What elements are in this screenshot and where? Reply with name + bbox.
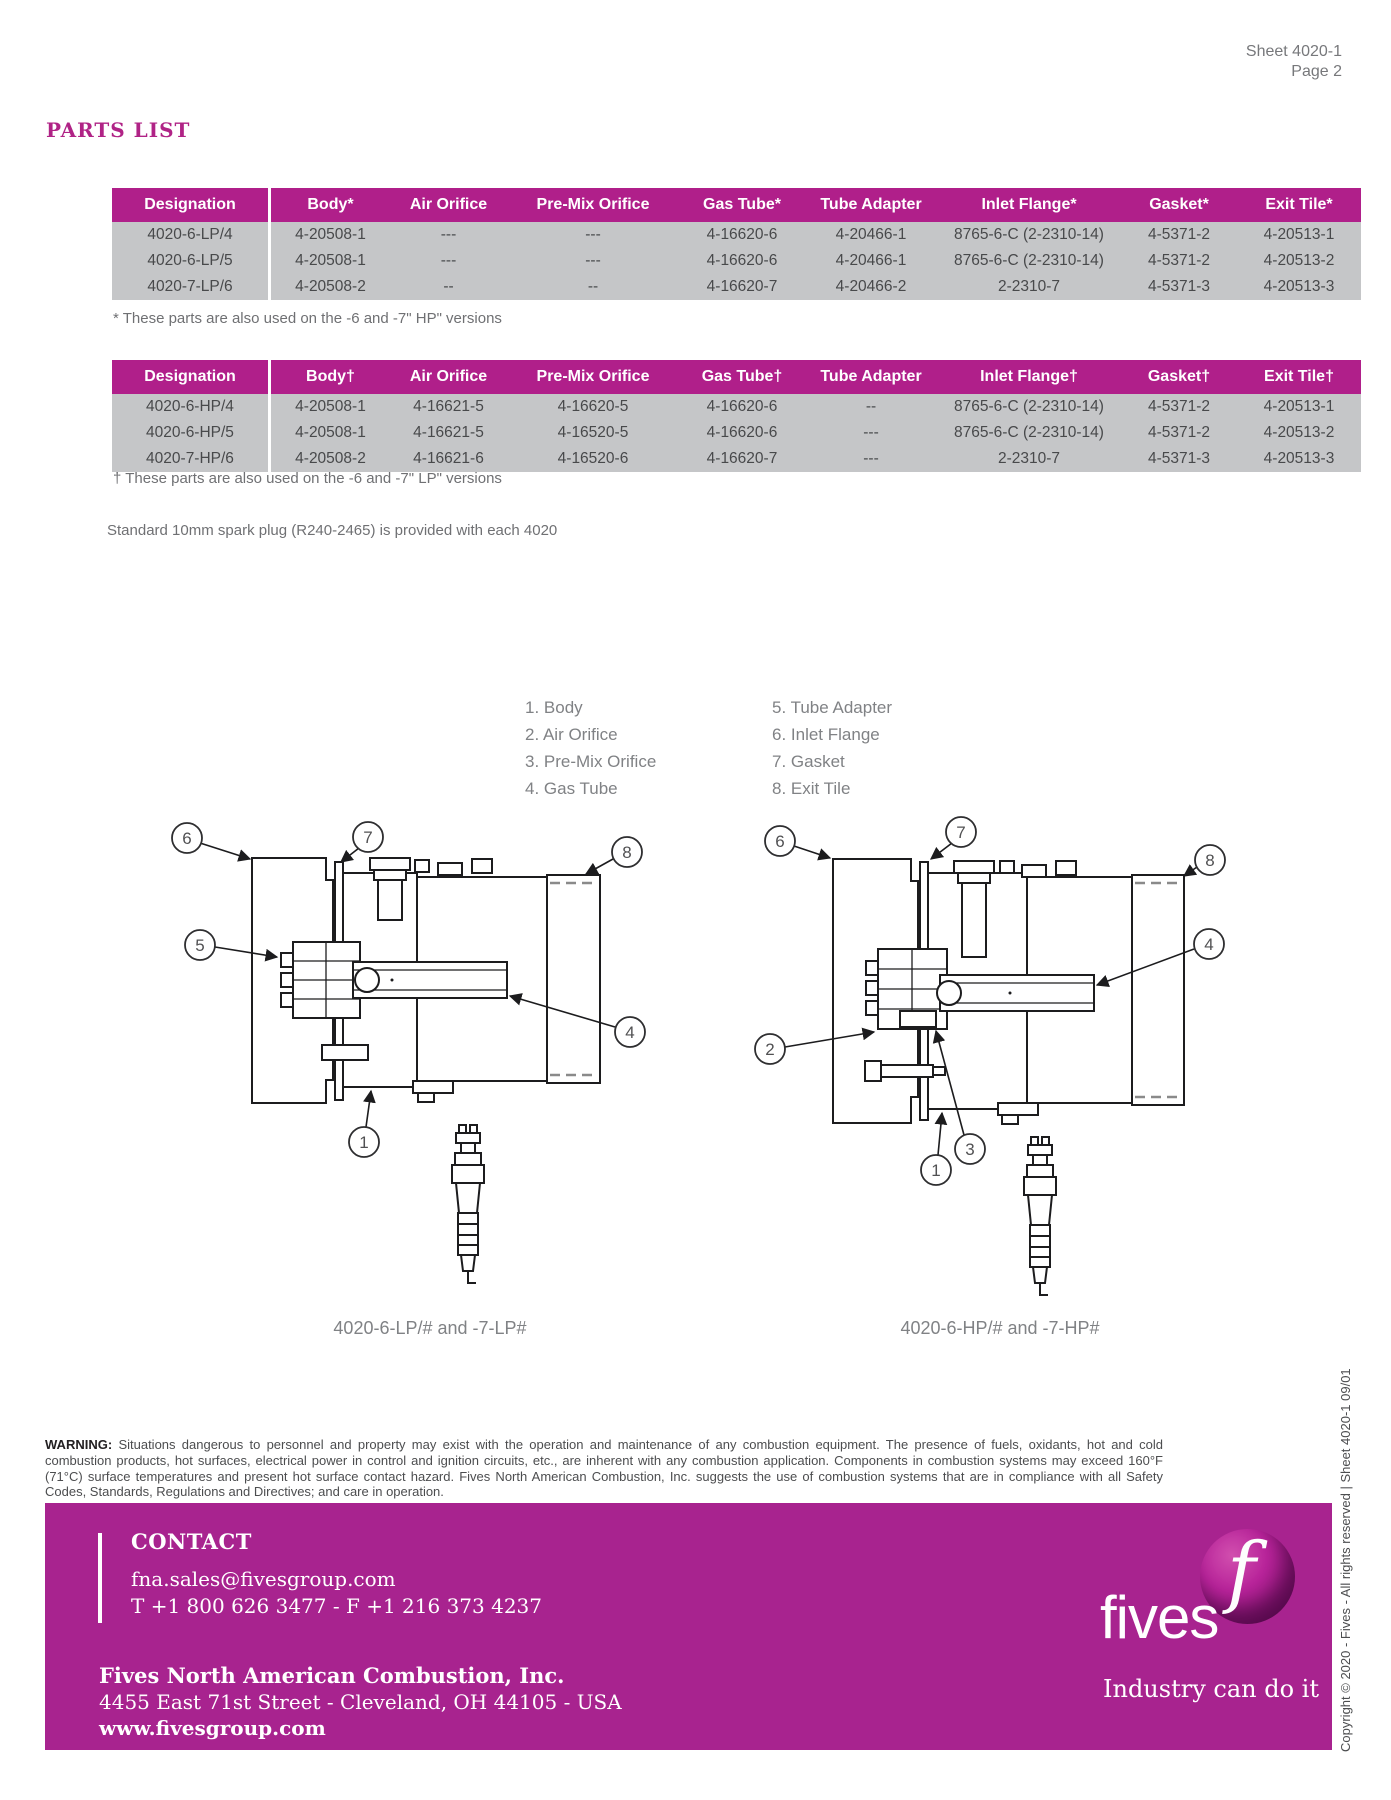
table-cell: 4020-6-HP/5	[112, 420, 270, 446]
warning-text	[45, 1437, 1163, 1500]
contact-block	[131, 1529, 542, 1620]
contact-divider	[98, 1533, 102, 1623]
table-cell: 4-20508-1	[270, 394, 391, 420]
table-cell: 4-16620-6	[679, 222, 805, 248]
table-cell: ---	[805, 420, 937, 446]
fives-f-glyph: f	[1227, 1527, 1256, 1617]
svg-text:1: 1	[931, 1161, 941, 1180]
contact-phone: T +1 800 626 3477 - F +1 216 373 4237	[131, 1594, 543, 1618]
fives-tagline: Industry can do it	[1103, 1675, 1319, 1703]
table-cell: 4-20508-1	[270, 248, 391, 274]
parts-table-lp	[112, 188, 1361, 300]
table-row	[112, 248, 1361, 274]
column-header: Exit Tile*	[1237, 188, 1361, 222]
table-cell: 8765-6-C (2-2310-14)	[937, 248, 1121, 274]
lp-diagram-caption: 4020-6-LP/# and -7-LP#	[333, 1318, 527, 1338]
table-row	[112, 222, 1361, 248]
table-cell: 2-2310-7	[937, 446, 1121, 472]
table-cell: 4-20513-1	[1237, 394, 1361, 420]
warning-body: Situations dangerous to personnel and property may exist with the operation and maintenance of any combustion equipment. The presence of fuels, oxidants, hot and cold combustion products, hot surfaces, electrical power in control and ignition circuits, etc., are inherent with any combustion application. Components in combustion systems may exceed 160°F (71°C) surface temperatures and present hot surface contact hazard. Fives North American Combustion, Inc. suggests the use of combustion systems that are in compliance with all Safety Codes, Standards, Regulations and Directives; and care in operation.	[45, 1437, 1163, 1500]
table-cell: ---	[507, 222, 679, 248]
company-name: Fives North American Combustion, Inc.	[99, 1663, 565, 1688]
legend-item: 8. Exit Tile	[772, 779, 851, 798]
svg-text:8: 8	[622, 843, 632, 862]
column-header: Inlet Flange*	[937, 188, 1121, 222]
table-cell: 4-5371-2	[1121, 420, 1237, 446]
table-cell: 4-5371-2	[1121, 248, 1237, 274]
table-cell: 4-16620-7	[679, 446, 805, 472]
table-cell: 4-16620-6	[679, 394, 805, 420]
table-cell: 4020-7-LP/6	[112, 274, 270, 300]
column-header: Tube Adapter	[805, 360, 937, 394]
company-website[interactable]: www.fivesgroup.com	[99, 1716, 326, 1740]
contact-heading: CONTACT	[131, 1529, 252, 1554]
table-cell: 4-5371-2	[1121, 394, 1237, 420]
legend-item: 4. Gas Tube	[525, 779, 618, 798]
fives-logo-wordmark: fives	[1100, 1584, 1219, 1651]
column-header: Pre-Mix Orifice	[507, 360, 679, 394]
callout-1	[349, 1091, 379, 1157]
column-header: Gas Tube†	[679, 360, 805, 394]
fives-logo	[1055, 1503, 1332, 1750]
warning-label: WARNING:	[45, 1437, 113, 1452]
table-cell: 4-20513-1	[1237, 222, 1361, 248]
table-cell: 4-20508-1	[270, 420, 391, 446]
table-cell: 4-20466-1	[805, 248, 937, 274]
svg-text:8: 8	[1205, 851, 1215, 870]
table-cell: 4020-6-LP/5	[112, 248, 270, 274]
table-cell: 8765-6-C (2-2310-14)	[937, 420, 1121, 446]
table-header-row	[112, 360, 1361, 394]
table-cell: --	[390, 274, 507, 300]
table-cell: 8765-6-C (2-2310-14)	[937, 222, 1121, 248]
hp-burner-diagram	[750, 815, 1240, 1315]
column-header: Pre-Mix Orifice	[507, 188, 679, 222]
table-cell: ---	[805, 446, 937, 472]
footnote-hp: † These parts are also used on the -6 and -7" LP" versions	[113, 470, 502, 487]
callout-7	[931, 817, 976, 859]
exit-tile-part	[1132, 875, 1184, 1105]
svg-text:3: 3	[965, 1140, 975, 1159]
callout-6	[765, 826, 830, 858]
copyright-sidebar: Copyright © 2020 - Fives - All rights reserved | Sheet 4020-1 09/01	[1338, 1368, 1353, 1752]
lp-drawing	[252, 858, 600, 1283]
table-cell: 4020-6-LP/4	[112, 222, 270, 248]
column-header: Inlet Flange†	[937, 360, 1121, 394]
footer	[45, 1503, 1332, 1750]
svg-text:4: 4	[625, 1023, 635, 1042]
svg-text:4: 4	[1204, 935, 1214, 954]
callout-8	[586, 837, 642, 874]
column-header: Air Orifice	[390, 360, 507, 394]
parts-legend-left	[525, 694, 656, 802]
svg-text:6: 6	[182, 829, 192, 848]
legend-item: 5. Tube Adapter	[772, 698, 893, 717]
gas-tube-part	[937, 975, 1094, 1011]
exit-tile-part	[547, 875, 600, 1083]
sheet-number: Sheet 4020-1	[1245, 43, 1342, 60]
column-header: Designation	[112, 360, 270, 394]
table-cell: 8765-6-C (2-2310-14)	[937, 394, 1121, 420]
legend-item: 3. Pre-Mix Orifice	[525, 752, 657, 771]
column-header: Tube Adapter	[805, 188, 937, 222]
callout-7	[341, 822, 383, 862]
column-header: Designation	[112, 188, 270, 222]
table-cell: 2-2310-7	[937, 274, 1121, 300]
table-cell: 4-16620-5	[507, 394, 679, 420]
table-cell: 4-20508-2	[270, 274, 391, 300]
column-header: Gasket*	[1121, 188, 1237, 222]
table-cell: 4-16620-7	[679, 274, 805, 300]
table-row	[112, 394, 1361, 420]
parts-table-hp	[112, 360, 1361, 472]
table-cell: 4-5371-3	[1121, 274, 1237, 300]
tube-adapter-part	[281, 942, 360, 1018]
legend-item: 2. Air Orifice	[525, 725, 618, 744]
spark-plug-note: Standard 10mm spark plug (R240-2465) is provided with each 4020	[107, 522, 558, 539]
table-cell: 4-20466-1	[805, 222, 937, 248]
table-cell: 4-16621-6	[390, 446, 507, 472]
company-address: 4455 East 71st Street - Cleveland, OH 44105 - USA	[99, 1690, 622, 1714]
svg-text:7: 7	[363, 828, 373, 847]
svg-text:1: 1	[359, 1133, 369, 1152]
bottom-fitting-part	[998, 1103, 1038, 1124]
legend-item: 6. Inlet Flange	[772, 725, 880, 744]
table-cell: 4020-7-HP/6	[112, 446, 270, 472]
table-cell: --	[805, 394, 937, 420]
svg-text:7: 7	[956, 823, 966, 842]
table-cell: 4-20466-2	[805, 274, 937, 300]
spark-plug-drawing	[1024, 1137, 1056, 1295]
column-header: Gasket†	[1121, 360, 1237, 394]
parts-legend-right	[772, 694, 892, 802]
table-cell: 4-16620-6	[679, 420, 805, 446]
table-header-row	[112, 188, 1361, 222]
callout-8	[1184, 845, 1225, 876]
column-header: Exit Tile†	[1237, 360, 1361, 394]
column-header: Air Orifice	[390, 188, 507, 222]
pre-mix-orifice-part	[900, 1011, 936, 1027]
svg-text:6: 6	[775, 832, 785, 851]
table-cell: 4020-6-HP/4	[112, 394, 270, 420]
column-header: Body*	[270, 188, 391, 222]
legend-item: 7. Gasket	[772, 752, 845, 771]
page-title: PARTS LIST	[46, 118, 191, 142]
pilot-port-part	[322, 1045, 368, 1060]
table-cell: 4-20513-3	[1237, 274, 1361, 300]
page-number: Page 2	[1291, 63, 1342, 80]
table-cell: 4-16621-5	[390, 420, 507, 446]
table-cell: 4-16621-5	[390, 394, 507, 420]
table-cell: 4-16520-5	[507, 420, 679, 446]
table-cell: ---	[507, 248, 679, 274]
footnote-lp: * These parts are also used on the -6 and -7" HP" versions	[113, 310, 502, 327]
company-block	[99, 1663, 622, 1742]
column-header: Body†	[270, 360, 391, 394]
table-row	[112, 420, 1361, 446]
bottom-fitting-part	[413, 1081, 453, 1102]
svg-text:2: 2	[765, 1040, 775, 1059]
hp-diagram-caption: 4020-6-HP/# and -7-HP#	[900, 1318, 1100, 1338]
table-cell: 4-20513-3	[1237, 446, 1361, 472]
table-cell: ---	[390, 222, 507, 248]
column-header: Gas Tube*	[679, 188, 805, 222]
callout-6	[172, 823, 250, 859]
table-cell: 4-20513-2	[1237, 248, 1361, 274]
table-cell: 4-16520-6	[507, 446, 679, 472]
legend-item: 1. Body	[525, 698, 583, 717]
lp-burner-diagram	[160, 815, 660, 1315]
table-cell: 4-20508-1	[270, 222, 391, 248]
sheet-reference	[1100, 42, 1342, 82]
table-row	[112, 274, 1361, 300]
table-cell: ---	[390, 248, 507, 274]
spark-plug-drawing	[452, 1125, 484, 1283]
table-cell: 4-5371-3	[1121, 446, 1237, 472]
svg-text:5: 5	[195, 936, 205, 955]
hp-drawing	[833, 859, 1184, 1295]
contact-email[interactable]: fna.sales@fivesgroup.com	[131, 1567, 396, 1591]
table-cell: 4-20508-2	[270, 446, 391, 472]
table-row	[112, 446, 1361, 472]
stud-part	[865, 1061, 945, 1081]
table-cell: 4-16620-6	[679, 248, 805, 274]
table-cell: 4-5371-2	[1121, 222, 1237, 248]
table-cell: --	[507, 274, 679, 300]
table-cell: 4-20513-2	[1237, 420, 1361, 446]
gas-tube-part	[353, 962, 507, 998]
callout-1	[921, 1113, 951, 1185]
